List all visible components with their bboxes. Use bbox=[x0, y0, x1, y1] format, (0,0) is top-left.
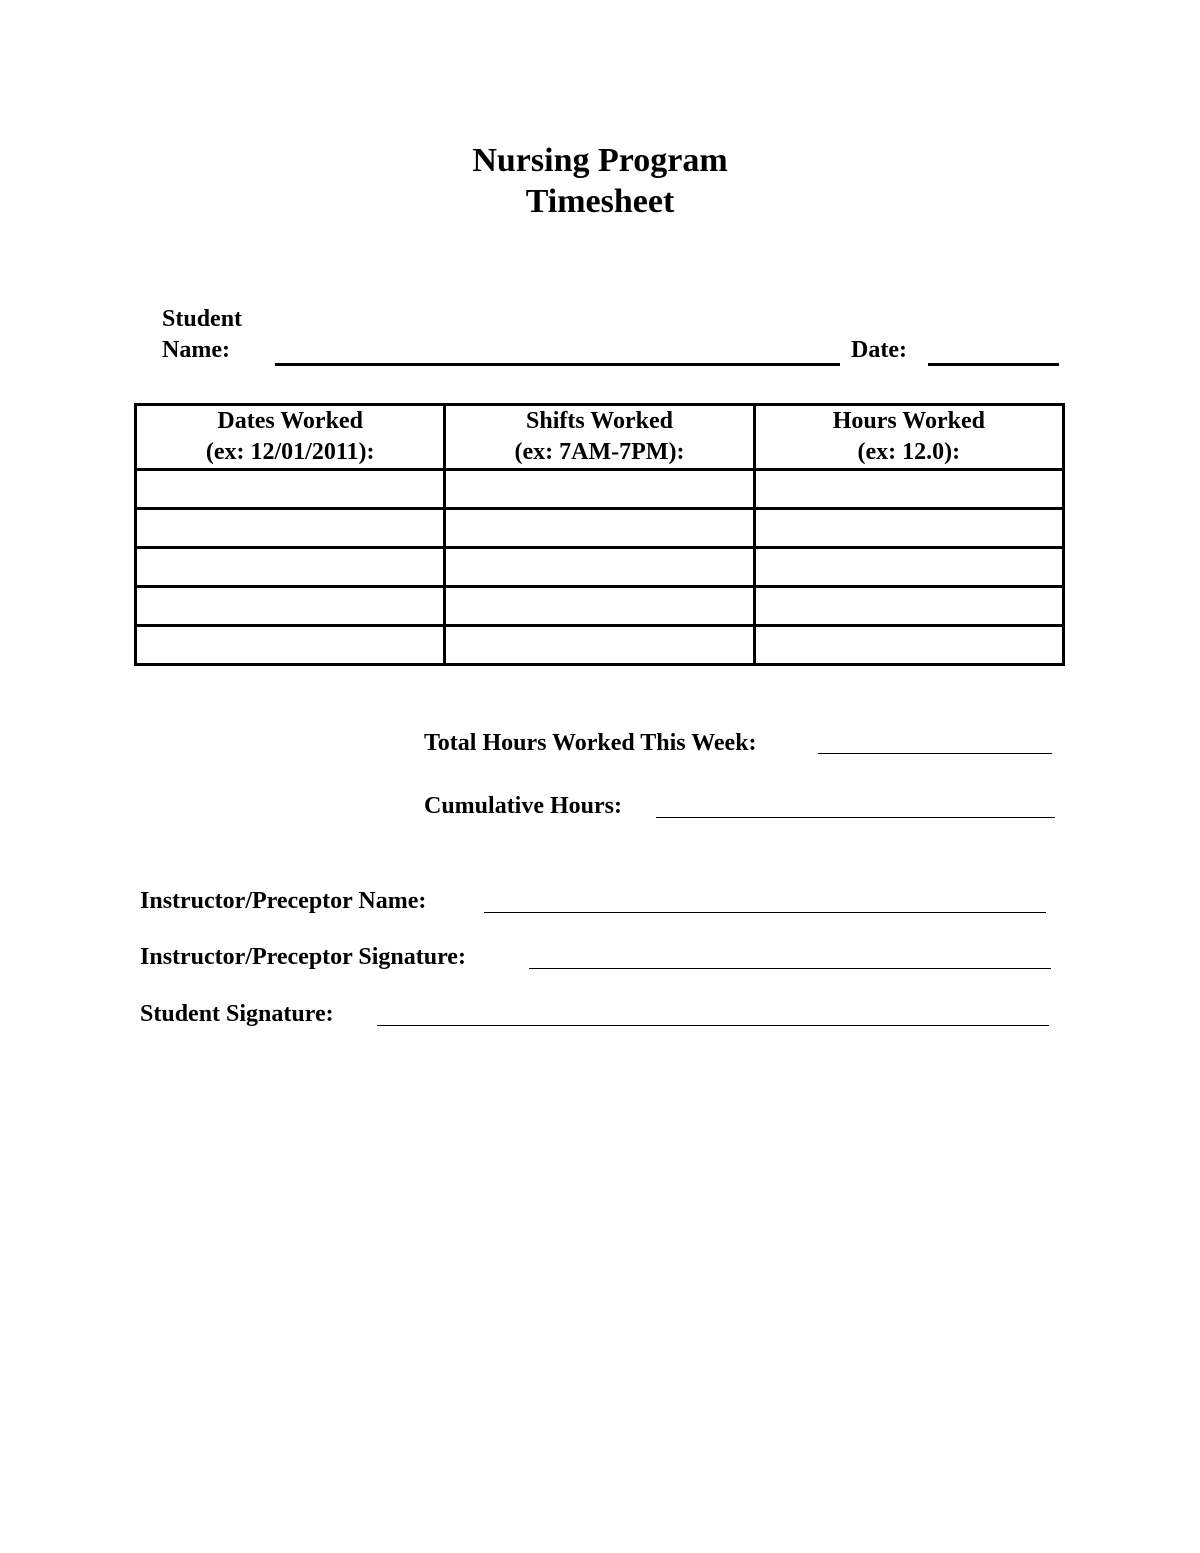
table-cell[interactable] bbox=[445, 587, 754, 626]
instructor-signature-label: Instructor/Preceptor Signature: bbox=[140, 944, 466, 970]
student-signature-field[interactable] bbox=[377, 1025, 1049, 1026]
total-hours-field[interactable] bbox=[818, 753, 1052, 754]
instructor-name-label: Instructor/Preceptor Name: bbox=[140, 888, 427, 914]
table-cell[interactable] bbox=[445, 470, 754, 509]
table-cell[interactable] bbox=[136, 548, 445, 587]
date-label: Date: bbox=[851, 337, 907, 363]
table-cell[interactable] bbox=[754, 509, 1063, 548]
timesheet-table bbox=[134, 403, 1065, 666]
document-title-line2: Timesheet bbox=[525, 183, 675, 220]
column-header-dates-worked bbox=[136, 405, 445, 470]
table-cell[interactable] bbox=[445, 548, 754, 587]
student-name-field[interactable] bbox=[275, 363, 840, 366]
cumulative-hours-label: Cumulative Hours: bbox=[424, 793, 622, 819]
table-row bbox=[136, 470, 1064, 509]
cumulative-hours-field[interactable] bbox=[656, 817, 1055, 818]
table-cell[interactable] bbox=[445, 509, 754, 548]
table-cell[interactable] bbox=[754, 626, 1063, 665]
student-name-label-line2: Name: bbox=[162, 337, 230, 363]
column-header-shifts-worked bbox=[445, 405, 754, 470]
table-row bbox=[136, 509, 1064, 548]
column-example: (ex: 12/01/2011): bbox=[205, 439, 375, 465]
table-cell[interactable] bbox=[136, 626, 445, 665]
table-row bbox=[136, 626, 1064, 665]
document-title-line1: Nursing Program bbox=[472, 142, 728, 179]
table-cell[interactable] bbox=[136, 470, 445, 509]
table-cell[interactable] bbox=[754, 587, 1063, 626]
table-cell[interactable] bbox=[754, 470, 1063, 509]
column-heading: Hours Worked bbox=[832, 408, 985, 434]
table-cell[interactable] bbox=[136, 587, 445, 626]
table-cell[interactable] bbox=[445, 626, 754, 665]
student-signature-label: Student Signature: bbox=[140, 1001, 334, 1027]
table-row bbox=[136, 548, 1064, 587]
column-heading: Shifts Worked bbox=[526, 408, 673, 434]
total-hours-label: Total Hours Worked This Week: bbox=[424, 730, 757, 756]
table-row bbox=[136, 587, 1064, 626]
column-header-hours-worked bbox=[754, 405, 1063, 470]
student-name-label-line1: Student bbox=[162, 306, 243, 332]
instructor-signature-field[interactable] bbox=[529, 968, 1051, 969]
table-cell[interactable] bbox=[136, 509, 445, 548]
column-example: (ex: 12.0): bbox=[857, 439, 961, 465]
table-header-row bbox=[136, 405, 1064, 470]
table-cell[interactable] bbox=[754, 548, 1063, 587]
date-field[interactable] bbox=[928, 363, 1059, 366]
column-example: (ex: 7AM-7PM): bbox=[514, 439, 685, 465]
instructor-name-field[interactable] bbox=[484, 912, 1046, 913]
column-heading: Dates Worked bbox=[217, 408, 363, 434]
